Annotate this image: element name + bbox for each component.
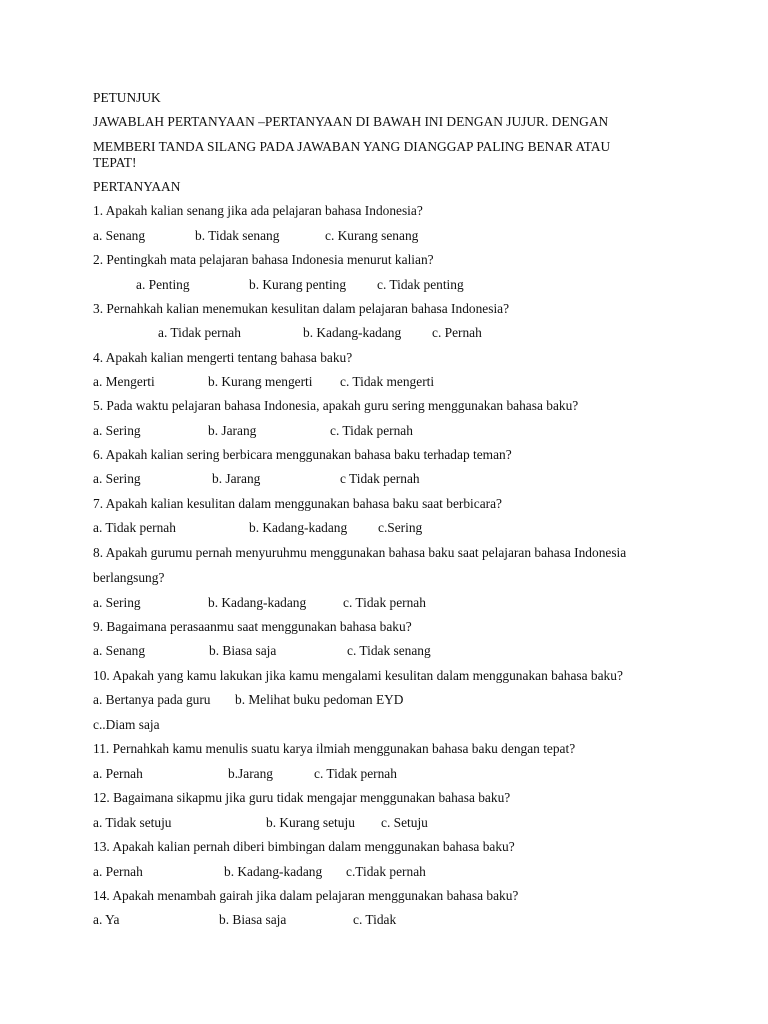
answer-1a: a. Senang — [93, 228, 146, 243]
answer-7a: a. Tidak pernah — [93, 520, 176, 535]
answer-5a: a. Sering — [93, 423, 141, 438]
answer-9b: b. Biasa saja — [209, 643, 277, 658]
petunjuk-heading: PETUNJUK — [93, 90, 161, 105]
answer-4b: b. Kurang mengerti — [208, 374, 313, 389]
answer-2b: b. Kurang penting — [249, 277, 347, 292]
question-12: 12. Bagaimana sikapmu jika guru tidak mengajar menggunakan bahasa baku? — [93, 790, 511, 805]
question-4: 4. Apakah kalian mengerti tentang bahasa baku? — [93, 350, 353, 365]
answer-11b: b.Jarang — [228, 766, 273, 781]
answer-13b: b. Kadang-kadang — [224, 864, 323, 879]
answer-11a: a. Pernah — [93, 766, 143, 781]
answer-1c: c. Kurang senang — [325, 228, 419, 243]
answer-7c: c.Sering — [378, 520, 423, 535]
question-13: 13. Apakah kalian pernah diberi bimbingan dalam menggunakan bahasa baku? — [93, 839, 515, 854]
pertanyaan-heading: PERTANYAAN — [93, 179, 181, 194]
answer-5b: b. Jarang — [208, 423, 257, 438]
answer-8b: b. Kadang-kadang — [208, 595, 307, 610]
answer-12a: a. Tidak setuju — [93, 815, 172, 830]
answer-12b: b. Kurang setuju — [266, 815, 355, 830]
question-6: 6. Apakah kalian sering berbicara menggunakan bahasa baku terhadap teman? — [93, 447, 512, 462]
question-10: 10. Apakah yang kamu lakukan jika kamu mengalami kesulitan dalam menggunakan bahasa baku? — [93, 668, 623, 683]
answer-9c: c. Tidak senang — [347, 643, 431, 658]
answer-11c: c. Tidak pernah — [314, 766, 397, 781]
question-9: 9. Bagaimana perasaanmu saat menggunakan bahasa baku? — [93, 619, 412, 634]
instruction-line-1: JAWABLAH PERTANYAAN –PERTANYAAN DI BAWAH INI DENGAN JUJUR. DENGAN — [93, 114, 609, 129]
answer-10a: a. Bertanya pada guru — [93, 692, 211, 707]
answer-9a: a. Senang — [93, 643, 146, 658]
question-11: 11. Pernahkah kamu menulis suatu karya ilmiah menggunakan bahasa baku dengan tepat? — [93, 741, 576, 756]
answer-5c: c. Tidak pernah — [330, 423, 413, 438]
answer-3b: b. Kadang-kadang — [303, 325, 402, 340]
answer-7b: b. Kadang-kadang — [249, 520, 348, 535]
question-2: 2. Pentingkah mata pelajaran bahasa Indonesia menurut kalian? — [93, 252, 434, 267]
answer-4a: a. Mengerti — [93, 374, 155, 389]
question-5: 5. Pada waktu pelajaran bahasa Indonesia, apakah guru sering menggunakan bahasa baku? — [93, 398, 579, 413]
answer-8c: c. Tidak pernah — [343, 595, 426, 610]
question-8: 8. Apakah gurumu pernah menyuruhmu menggunakan bahasa baku saat pelajaran bahasa Indonesia — [93, 545, 627, 560]
answer-14a: a. Ya — [93, 912, 120, 927]
answer-4c: c. Tidak mengerti — [340, 374, 435, 389]
answer-6b: b. Jarang — [212, 471, 261, 486]
answer-2a: a. Penting — [136, 277, 190, 292]
answer-3c: c. Pernah — [432, 325, 482, 340]
answer-14b: b. Biasa saja — [219, 912, 287, 927]
answer-13c: c.Tidak pernah — [346, 864, 426, 879]
answer-13a: a. Pernah — [93, 864, 143, 879]
question-3: 3. Pernahkah kalian menemukan kesulitan dalam pelajaran bahasa Indonesia? — [93, 301, 510, 316]
instruction-line-3: TEPAT! — [93, 155, 137, 170]
answer-14c: c. Tidak — [353, 912, 397, 927]
answer-3a: a. Tidak pernah — [158, 325, 241, 340]
answer-10c: c..Diam saja — [93, 717, 160, 732]
answer-2c: c. Tidak penting — [377, 277, 464, 292]
instruction-line-2: MEMBERI TANDA SILANG PADA JAWABAN YANG DIANGGAP PALING BENAR ATAU — [93, 139, 611, 154]
answer-1b: b. Tidak senang — [195, 228, 280, 243]
answer-10b: b. Melihat buku pedoman EYD — [235, 692, 404, 707]
answer-8a: a. Sering — [93, 595, 141, 610]
question-1: 1. Apakah kalian senang jika ada pelajaran bahasa Indonesia? — [93, 203, 423, 218]
question-14: 14. Apakah menambah gairah jika dalam pelajaran menggunakan bahasa baku? — [93, 888, 519, 903]
question-8-continuation: berlangsung? — [93, 570, 165, 585]
answer-12c: c. Setuju — [381, 815, 428, 830]
answer-6a: a. Sering — [93, 471, 141, 486]
question-7: 7. Apakah kalian kesulitan dalam menggunakan bahasa baku saat berbicara? — [93, 496, 502, 511]
answer-6c: c Tidak pernah — [340, 471, 420, 486]
